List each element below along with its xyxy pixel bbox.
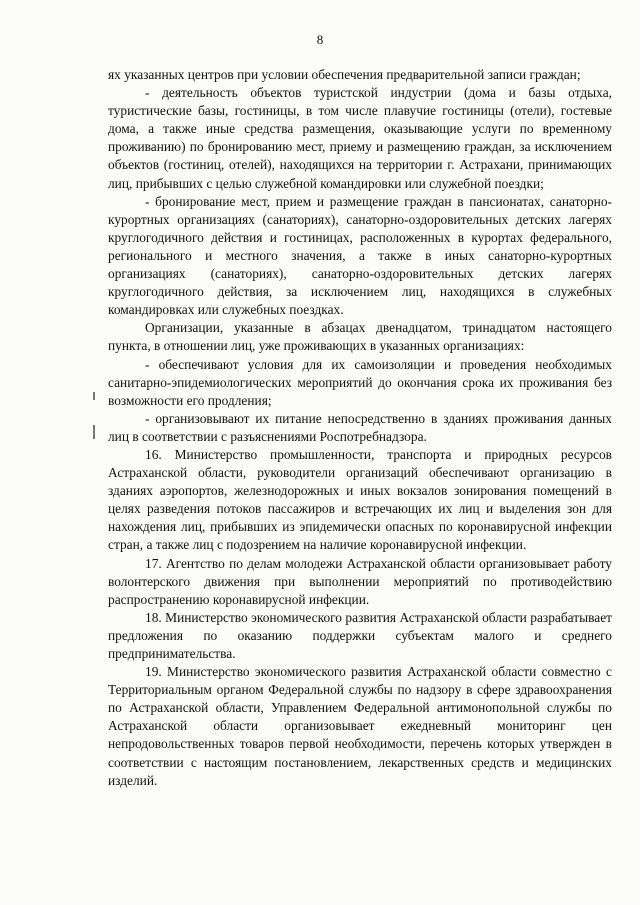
paragraph: ях указанных центров при условии обеспечения предварительной записи граждан; [108, 67, 581, 82]
paragraph: - деятельность объектов туристской индустрии (дома и базы отдыха, туристические базы, гостиницы, в том числе плавучие гостиницы (отели), гостевые дома, а также иные средства размещения, оказывающие услуги по временному проживанию) по бронированию мест, приему и размещению граждан, за исключением объектов (гостиниц, отелей), находящихся на территории г. Астрахани, принимающих лиц, прибывших с целью служебной командировки или служебной поездки; [108, 85, 612, 191]
paragraph: 17. Агентство по делам молодежи Астраханской области организовывает работу волонтерского движения при выполнении мероприятий по противодействию распространению коронавирусной инфекции. [108, 555, 612, 607]
scan-margin-mark [93, 425, 95, 439]
paragraph: 16. Министерство промышленности, транспорта и природных ресурсов Астраханской области, руководители организаций обеспечивают организацию в зданиях аэропортов, железнодорожных и иных вокзалов зонирования помещений в целях разведения потоков пассажиров и встречающих их лиц и выделения зон для нахождения лиц, прибывших из эпидемически опасных по коронавирусной инфекции стран, а также лиц с подозрением на наличие коронавирусной инфекции. [108, 446, 612, 553]
paragraph: 18. Министерство экономического развития Астраханской области разрабатывает предложения по оказанию поддержки субъектам малого и среднего предпринимательства. [108, 609, 612, 661]
paragraph: 19. Министерство экономического развития Астраханской области совместно с Территориальным органом Федеральной службы по надзору в сфере здравоохранения по Астраханской области, Управлением Федеральной антимонопольной службы по Астраханской области организовывает ежедневный мониторинг цен непродовольственных товаров первой необходимости, перечень которых утвержден в соответствии с настоящим постановлением, лекарственных средств и медицинских изделий. [108, 664, 612, 788]
paragraph: - бронирование мест, прием и размещение граждан в пансионатах, санаторно-курортных организациях (санаториях), санаторно-оздоровительных детских лагерях круглогодичного действия и гостиницах, расположенных в курортах федерального, регионального и местного значения, а также в иных санаторно-курортных организациях (санаториях), санаторно-оздоровительных детских лагерях круглогодичного действия, за исключением лиц, находящихся в служебных командировках или служебных поездках. [108, 193, 612, 318]
paragraph: - организовывают их питание непосредственно в зданиях проживания данных лиц в соответствии с разъяснениями Роспотребнадзора. [108, 410, 612, 444]
page-number: 8 [316, 32, 324, 47]
paragraph: - обеспечивают условия для их самоизоляции и проведения необходимых санитарно-эпидемиологических мероприятий до окончания срока их проживания без возможности его продления; [108, 356, 612, 408]
paragraph: Организации, указанные в абзацах двенадцатом, тринадцатом настоящего пункта, в отношении лиц, уже проживающих в указанных организациях: [108, 320, 612, 354]
scan-margin-mark [93, 392, 95, 400]
document-body [108, 66, 612, 790]
